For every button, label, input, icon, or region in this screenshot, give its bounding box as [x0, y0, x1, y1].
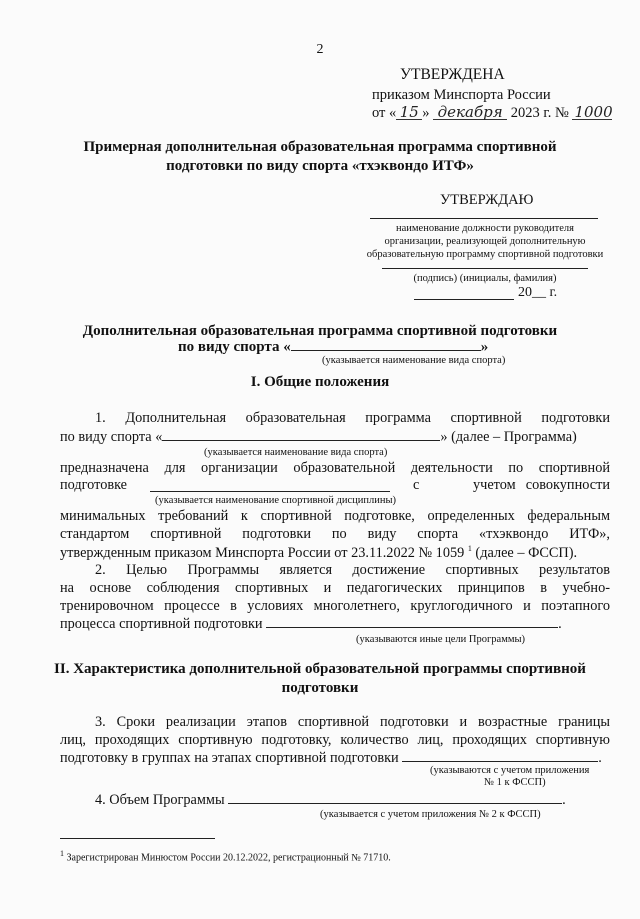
- section2-p3-line2: лиц, проходящих спортивную подготовку, количество лиц, проходящих спортивную: [60, 732, 610, 748]
- program-title-line1: Дополнительная образовательная программа спортивной подготовки: [82, 323, 558, 339]
- position-blank-line: [370, 218, 598, 219]
- section1-p1-line3: предназначена для организации образовательной деятельности по спортивной: [60, 460, 610, 476]
- p2-line4-suffix: .: [558, 616, 562, 632]
- p1-line2-suffix: » (далее – Программа): [440, 429, 577, 445]
- approval-date-day: 15: [396, 105, 422, 120]
- p4-suffix: .: [562, 792, 566, 808]
- p1-line4-sovokupnosti: совокупности: [525, 477, 610, 493]
- section1-p1-line6: стандартом спортивной подготовки по виду спорта «тхэквондо ИТФ»,: [60, 526, 610, 542]
- p1-line4-prefix: подготовке: [60, 477, 128, 493]
- p2-line4-prefix: процесса спортивной подготовки: [60, 616, 263, 632]
- p1-line2-prefix: по виду спорта «: [60, 429, 163, 445]
- section1-p1-line5: минимальных требований к спортивной подготовке, определенных федеральным: [60, 508, 610, 524]
- approval-date-month: декабря: [433, 105, 507, 120]
- approval-heading: УТВЕРЖДЕНА: [400, 66, 505, 83]
- section1-p2-line1: 2. Целью Программы является достижение спортивных результатов: [95, 562, 610, 578]
- approval-date-line: [372, 105, 612, 122]
- p1-line4-s: с: [413, 477, 420, 493]
- p1-caption2: (указывается наименование спортивной дисциплины): [155, 495, 397, 506]
- p2-caption: (указываются иные цели Программы): [356, 634, 526, 645]
- section2-heading-line2: подготовки: [281, 680, 359, 696]
- date-blank-line: [414, 299, 514, 300]
- program-title-suffix: »: [480, 339, 489, 355]
- utverzhdayu-heading: УТВЕРЖДАЮ: [440, 192, 534, 208]
- utverzhdayu-date-suffix: 20__ г.: [518, 285, 558, 300]
- program-title-prefix: по виду спорта «: [178, 339, 291, 355]
- section1-p1-line7: [60, 544, 610, 562]
- p1-line7-b: (далее – ФССП).: [471, 544, 578, 561]
- p1-line7-a: утвержденным приказом Минспорта России от 23.11.2022 № 1059: [60, 544, 465, 561]
- section1-p1-line2: [60, 429, 610, 446]
- section1-p2-line2: на основе соблюдения спортивных и педагогических принципов в учебно-: [60, 580, 610, 596]
- section2-p3-line1: 3. Сроки реализации этапов спортивной подготовки и возрастные границы: [95, 714, 610, 730]
- p3-terms-blank: [402, 750, 598, 762]
- footnote: [60, 849, 391, 863]
- p4-prefix: 4. Объем Программы: [95, 792, 225, 808]
- program-title-caption: (указывается наименование вида спорта): [322, 355, 506, 366]
- p1-discipline-blank: [150, 491, 390, 492]
- section2-p4-line: [95, 792, 640, 809]
- sport-name-blank: [291, 339, 481, 351]
- p3-caption2: № 1 к ФССП): [484, 777, 546, 788]
- footnote-separator: [60, 838, 215, 839]
- footnote-marker: 1: [60, 849, 64, 858]
- p1-sport-blank: [162, 429, 440, 441]
- signature-caption: (подпись) (инициалы, фамилия): [413, 273, 557, 284]
- position-caption-line3: образовательную программу спортивной подготовки: [366, 249, 604, 260]
- section1-p2-line3: тренировочном процессе в условиях многолетнего, круглогодичного и поэтапного: [60, 598, 610, 614]
- position-caption-line2: организации, реализующей дополнительную: [384, 236, 586, 247]
- p3-line3-prefix: подготовку в группах на этапах спортивной подготовки: [60, 750, 399, 766]
- p1-line4-uchetom: учетом: [473, 477, 516, 493]
- section2-heading-line1: II. Характеристика дополнительной образовательной программы спортивной: [54, 661, 586, 677]
- p4-caption: (указывается с учетом приложения № 2 к ФССП): [320, 809, 541, 820]
- approval-date-prefix: от «: [372, 105, 397, 121]
- p3-line3-suffix: .: [598, 750, 602, 766]
- footnote-ref-1: 1: [467, 544, 472, 553]
- approval-date-number: 1000: [574, 103, 613, 121]
- section1-p2-line4: [60, 616, 610, 633]
- approval-order-line: приказом Минспорта России: [372, 87, 551, 103]
- section1-heading: I. Общие положения: [250, 374, 390, 390]
- section1-p1-line1: 1. Дополнительная образовательная программа спортивной подготовки: [95, 410, 610, 426]
- page-number: 2: [316, 42, 324, 57]
- p3-caption1: (указываются с учетом приложения: [430, 765, 590, 776]
- signature-blank-line: [382, 268, 588, 269]
- position-caption-line1: наименование должности руководителя: [396, 223, 574, 234]
- footnote-text: Зарегистрирован Минюстом России 20.12.2022, регистрационный № 71710.: [64, 852, 391, 864]
- document-title-line1: Примерная дополнительная образовательная программа спортивной: [83, 139, 557, 155]
- p1-caption1: (указывается наименование вида спорта): [204, 447, 388, 458]
- document-title-line2: подготовки по виду спорта «тхэквондо ИТФ»: [166, 158, 474, 174]
- approval-date-mid: »: [422, 105, 430, 121]
- p2-goals-blank: [266, 616, 558, 628]
- p4-volume-blank: [228, 792, 562, 804]
- approval-date-year: 2023 г. №: [510, 105, 569, 121]
